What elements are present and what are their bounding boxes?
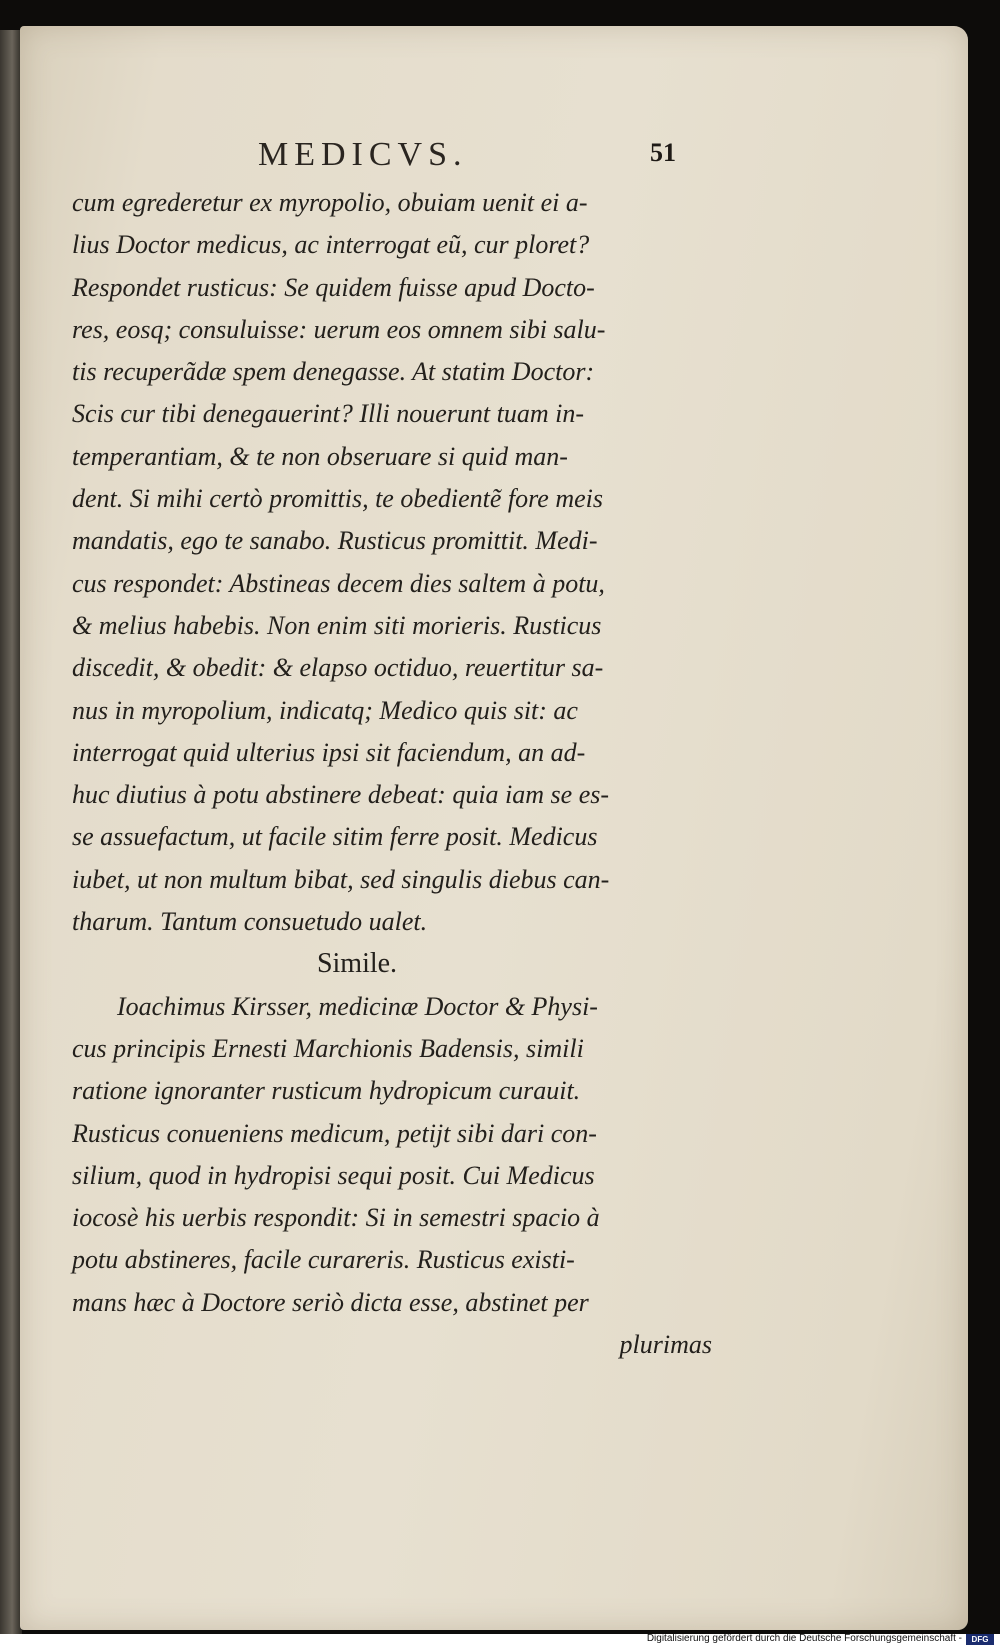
catchword: plurimas xyxy=(619,1330,712,1360)
text-line: se assuefactum, ut facile sitim ferre posit. Medicus xyxy=(72,822,598,852)
text-line: nus in myropolium, indicatq; Medico quis sit: ac xyxy=(72,695,578,725)
text-line: interrogat quid ulterius ipsi sit faciendum, an ad- xyxy=(72,737,586,767)
running-head: MEDICVS. xyxy=(258,136,468,173)
text-line: mans hæc à Doctore seriò dicta esse, abstinet per xyxy=(72,1287,589,1317)
text-line: dent. Si mihi certò promittis, te obedientẽ fore meis xyxy=(72,484,603,514)
book-edge xyxy=(0,30,22,1634)
text-line: Respondet rusticus: Se quidem fuisse apud Docto- xyxy=(72,272,595,302)
text-line: cus principis Ernesti Marchionis Badensis, simili xyxy=(72,1033,584,1063)
text-line: cus respondet: Abstineas decem dies saltem à potu, xyxy=(72,568,605,598)
text-line: huc diutius à potu abstinere debeat: quia iam se es- xyxy=(72,780,610,810)
text-line: iocosè his uerbis respondit: Si in semestri spacio à xyxy=(72,1203,600,1233)
dfg-logo: DFG xyxy=(966,1634,994,1645)
text-line: discedit, & obedit: & elapso octiduo, reuertitur sa- xyxy=(72,653,604,683)
section-heading: Simile. xyxy=(316,948,398,980)
text-line: Rusticus conueniens medicum, petijt sibi dari con- xyxy=(72,1118,597,1148)
page-number: 51 xyxy=(650,138,676,167)
text-line: tharum. Tantum consuetudo ualet. xyxy=(72,907,428,937)
text-line: temperantiam, & te non obseruare si quid man- xyxy=(72,441,568,471)
text-line: lius Doctor medicus, ac interrogat eũ, cur ploret? xyxy=(72,230,590,260)
text-line: ratione ignoranter rusticum hydropicum curauit. xyxy=(72,1076,581,1106)
text-line: iubet, ut non multum bibat, sed singulis diebus can- xyxy=(72,864,610,894)
text-line: Ioachimus Kirsser, medicinæ Doctor & Physi- xyxy=(117,991,598,1021)
text-line: silium, quod in hydropisi sequi posit. Cui Medicus xyxy=(72,1160,595,1190)
text-line: res, eosq; consuluisse: uerum eos omnem sibi salu- xyxy=(72,314,606,344)
text-line: Scis cur tibi denegauerint? Illi nouerunt tuam in- xyxy=(72,399,584,429)
funding-credit: Digitalisierung gefördert durch die Deutsche Forschungsgemeinschaft - xyxy=(646,1633,962,1644)
text-line: & melius habebis. Non enim siti morieris. Rusticus xyxy=(72,610,602,640)
text-line: tis recuperãdæ spem denegasse. At statim Doctor: xyxy=(72,357,595,387)
text-line: potu abstineres, facile curareris. Rusticus existi- xyxy=(72,1245,575,1275)
body-text xyxy=(72,182,712,1366)
text-line: mandatis, ego te sanabo. Rusticus promittit. Medi- xyxy=(72,526,598,556)
text-line: cum egrederetur ex myropolio, obuiam uenit ei a- xyxy=(72,188,588,217)
